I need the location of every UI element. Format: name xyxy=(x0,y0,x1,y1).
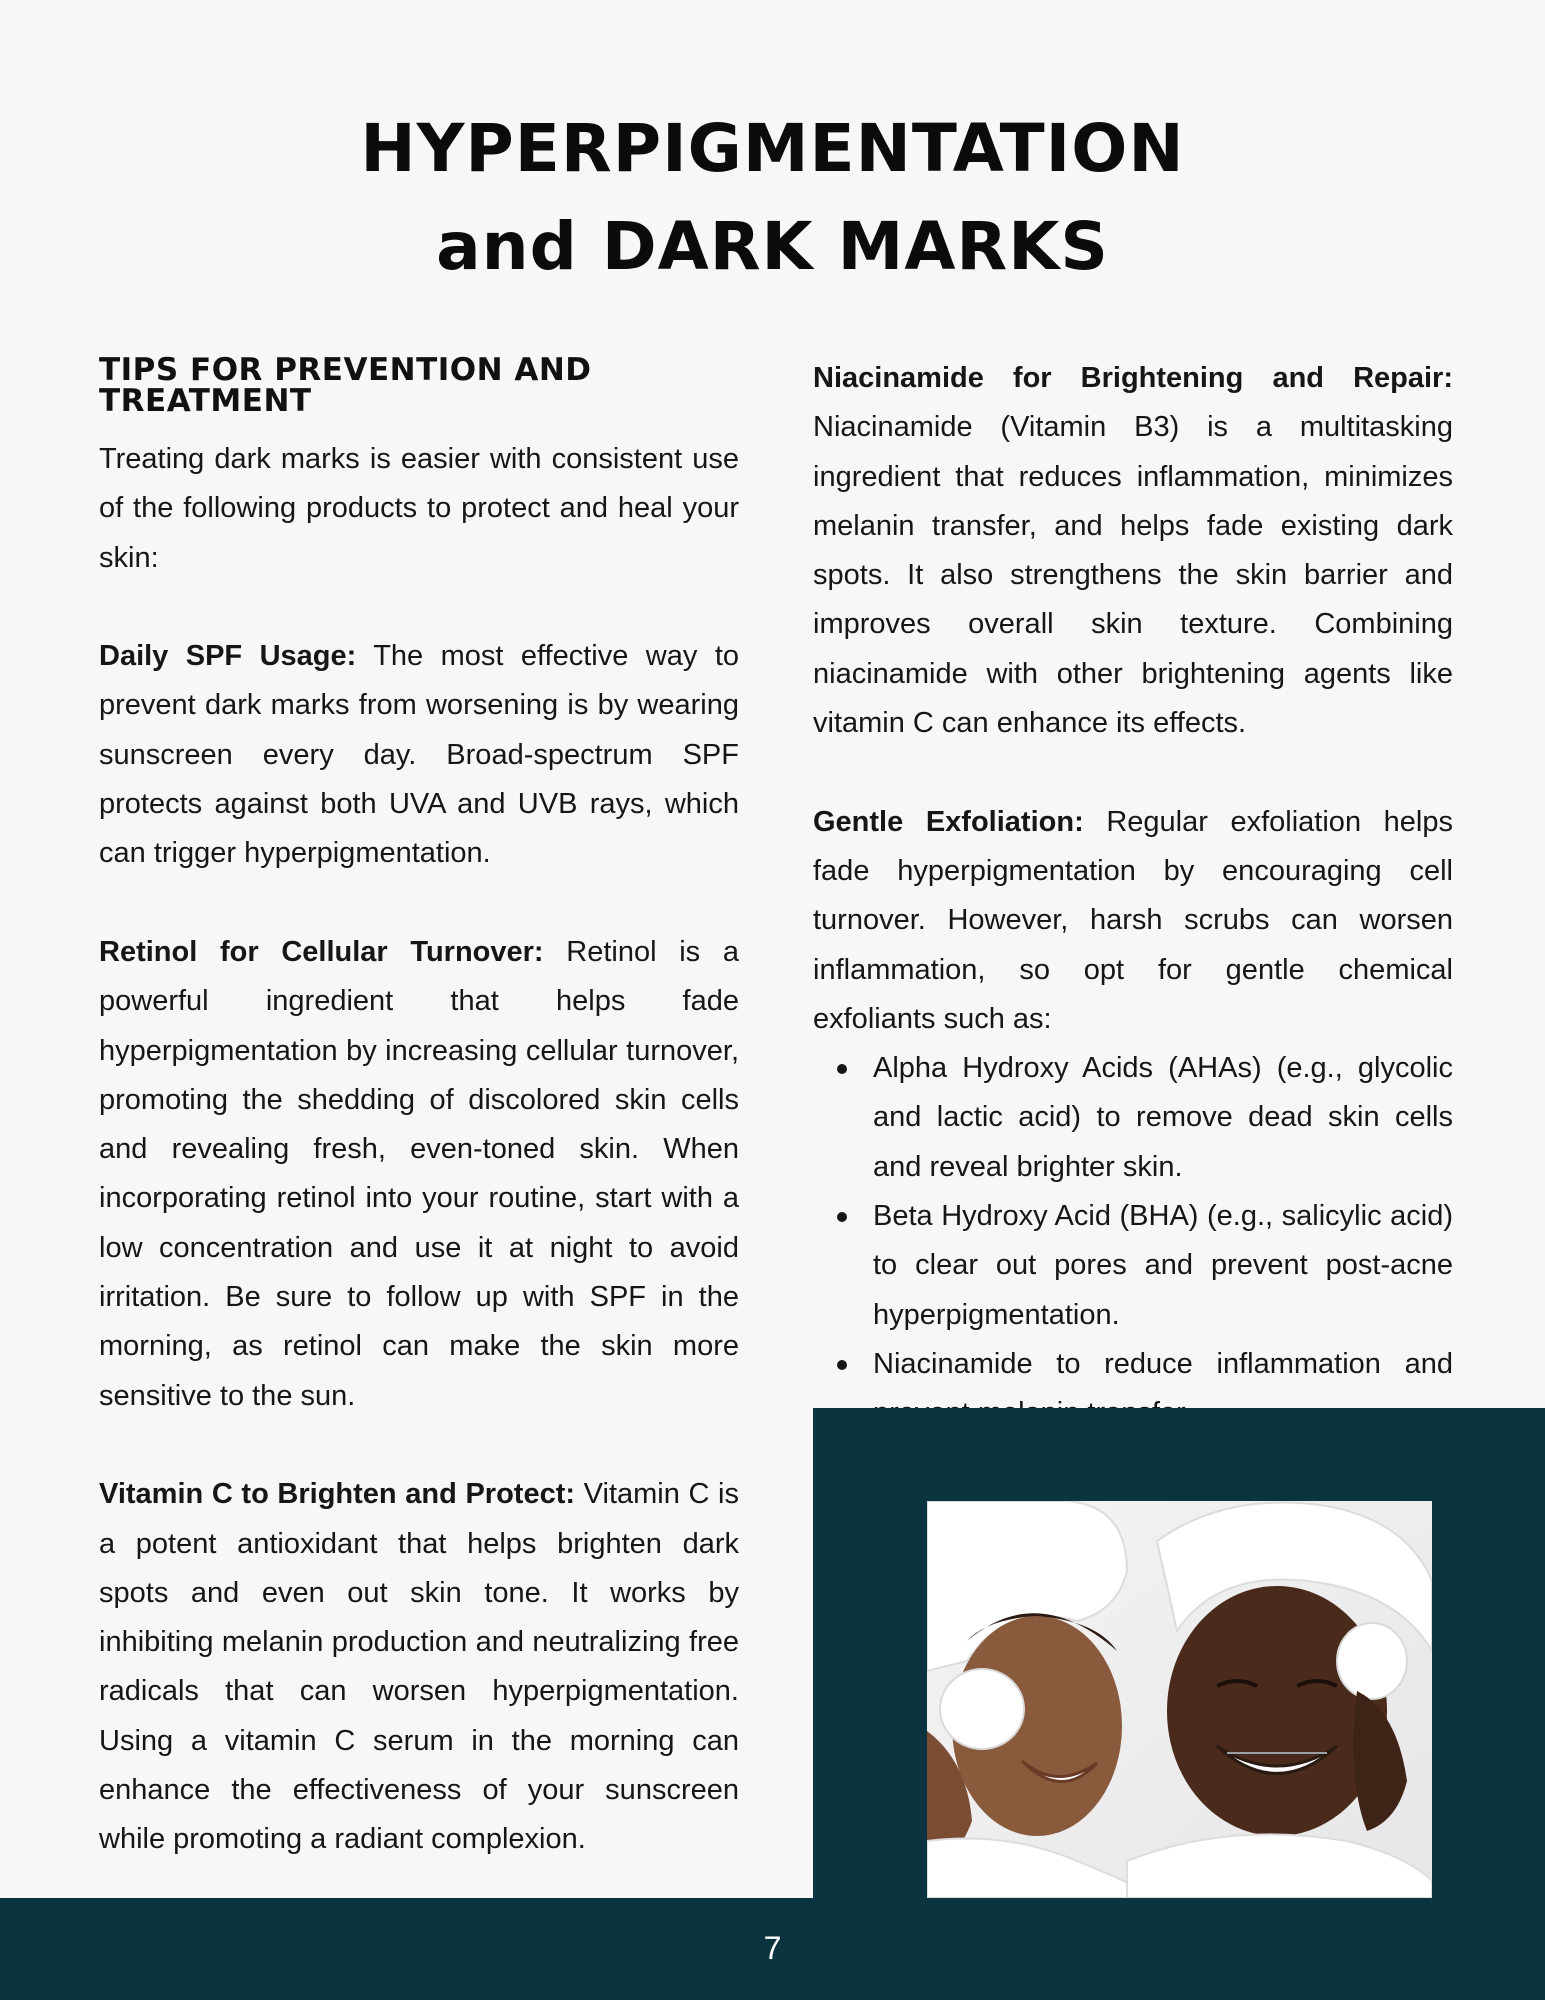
skincare-photo xyxy=(927,1501,1432,1898)
tip-text: Retinol is a powerful ingredient that helps fade hyperpigmentation by increasing cellular turnover, promoting the shedding of discolored skin cells and revealing fresh, even-toned skin. When incorporating retinol into your routine, start with a low concentration and use it at night to avoid irritation. Be sure to follow up with SPF in the morning, as retinol can make the skin more sensitive to the sun. xyxy=(99,935,739,1412)
photo-panel xyxy=(813,1408,1545,1898)
tip-niacinamide xyxy=(813,354,1453,748)
tip-term: Daily SPF Usage: xyxy=(99,640,357,673)
section-heading-line-1: TIPS FOR PREVENTION AND xyxy=(99,352,592,388)
women-skincare-illustration xyxy=(927,1501,1432,1898)
left-column xyxy=(99,352,740,1865)
page-title xyxy=(0,100,1545,296)
page-title-line-1: HYPERPIGMENTATION xyxy=(360,110,1185,187)
page-number: 7 xyxy=(763,1930,782,1966)
exfoliant-list xyxy=(813,1044,1453,1438)
page-title-line-2: and DARK MARKS xyxy=(436,208,1109,285)
list-item: Alpha Hydroxy Acids (AHAs) (e.g., glycolic and lactic acid) to remove dead skin cells and reveal brighter skin. xyxy=(873,1044,1453,1192)
section-heading xyxy=(99,352,739,419)
tip-term: Retinol for Cellular Turnover: xyxy=(99,935,544,968)
list-item: Beta Hydroxy Acid (BHA) (e.g., salicylic acid) to clear out pores and prevent post-acne hyperpigmentation. xyxy=(873,1192,1453,1340)
tip-retinol xyxy=(99,928,739,1421)
tip-text: Vitamin C is a potent antioxidant that helps brighten dark spots and even out skin tone. It works by inhibiting melanin production and neutralizing free radicals that can worsen hyperpigmentation. Using a vitamin C serum in the morning can enhance the effectiveness of your sunscreen while promoting a radiant complexion. xyxy=(99,1478,740,1856)
list-item: Niacinamide to reduce inflammation and xyxy=(873,1340,1453,1439)
footer-bar xyxy=(0,1898,1545,2000)
section-heading-line-2: TREATMENT xyxy=(99,383,312,419)
intro-paragraph: Treating dark marks is easier with consistent use of the following products to protect and heal your skin: xyxy=(99,443,739,574)
tip-gentle-exfoliation xyxy=(813,798,1453,1044)
tip-term: Vitamin C to Brighten and Protect: xyxy=(99,1478,576,1511)
tip-daily-spf xyxy=(99,632,739,878)
tip-text: The most effective way to prevent dark marks from worsening is by wearing sunscreen every day. Broad-spectrum SPF protects against both UVA and UVB rays, which can trigger hyperpigmentation. xyxy=(99,640,740,870)
right-column xyxy=(813,354,1453,1439)
tip-vitamin-c xyxy=(99,1470,739,1864)
tip-term: Gentle Exfoliation: xyxy=(813,805,1084,838)
tip-term: Niacinamide for Brightening and Repair: xyxy=(813,362,1453,394)
tip-text: Regular exfoliation helps fade hyperpigmentation by encouraging cell turnover. However, harsh scrubs can worsen inflammation, so opt for gentle chemical exfoliants such as: xyxy=(813,805,1453,1035)
tip-text: Niacinamide (Vitamin B3) is a multitasking ingredient that reduces inflammation, minimizes melanin transfer, and helps fade existing dark spots. It also strengthens the skin barrier and improves overall skin texture. Combining niacinamide with other brightening agents like vitamin C can enhance its effects. xyxy=(813,411,1453,740)
